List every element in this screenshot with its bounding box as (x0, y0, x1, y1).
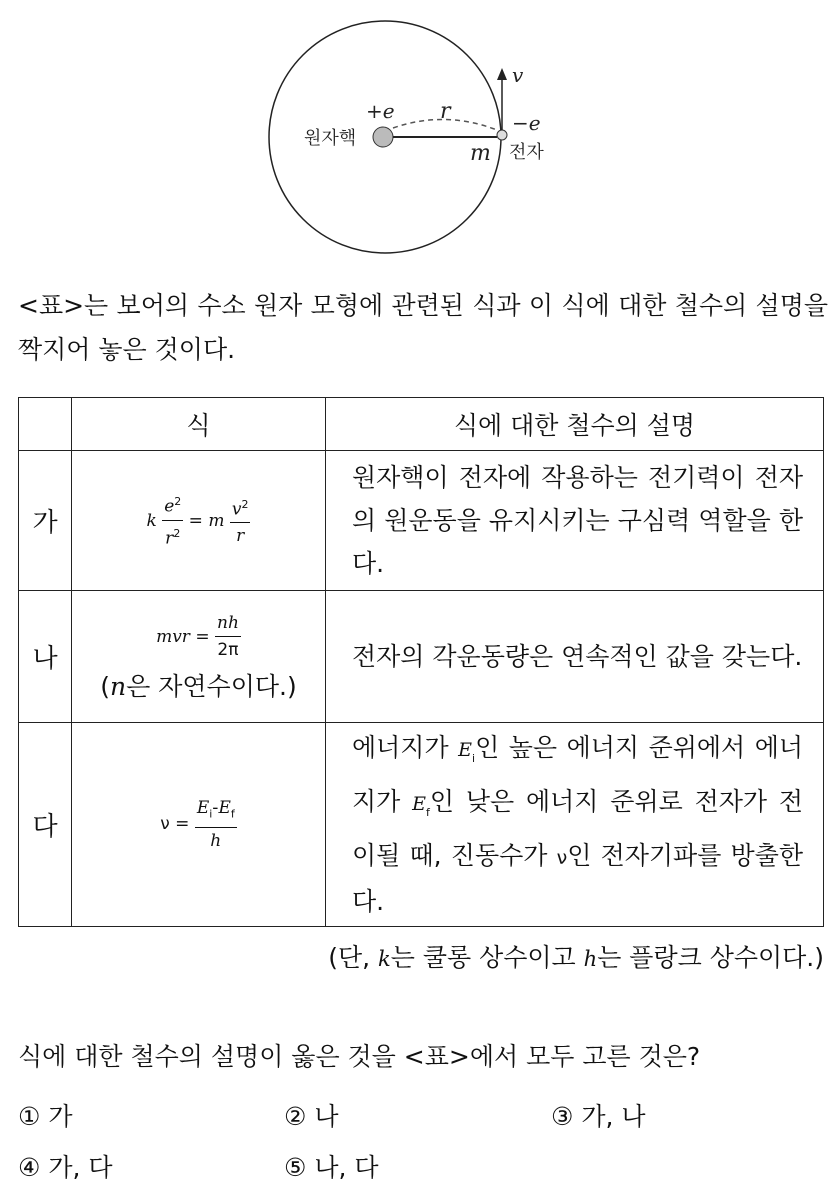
nucleus-charge-label: +e (366, 99, 395, 123)
option-2[interactable]: ② 나 (284, 1102, 339, 1131)
bohr-model-figure (0, 0, 840, 270)
table-row (19, 451, 824, 591)
intro-text: <표>는 보어의 수소 원자 모형에 관련된 식과 이 식에 대한 철수의 설명을 짝지어 놓은 것이다. (18, 291, 828, 364)
velocity-arrowhead (497, 68, 507, 80)
row-label: 다 (19, 723, 72, 927)
option-1[interactable]: ① 가 (18, 1102, 73, 1131)
header-description: 식에 대한 철수의 설명 (326, 398, 824, 451)
question-text: 식에 대한 철수의 설명이 옳은 것을 <표>에서 모두 고른 것은? (18, 1042, 701, 1071)
table-row (19, 723, 824, 927)
mass-label: m (470, 141, 491, 166)
radius-label: r (440, 99, 451, 124)
electron-charge-label: −e (512, 111, 541, 135)
description-da: 에너지가 $E_i$인 높은 에너지 준위에서 에너지가 $E_f$인 낮은 에너지 준위로 전자가 전이될 때, 진동수가 ν인 전자기파를 방출한다. (326, 723, 824, 927)
equation-na: mvr = $\frac{nh}{2\pi}$ (n은 자연수이다.) (72, 591, 326, 723)
equation-table (18, 397, 824, 927)
header-equation: 식 (72, 398, 326, 451)
nucleus-label: 원자핵 (304, 128, 357, 149)
equation-na-note: (n은 자연수이다.) (100, 672, 297, 701)
electron (497, 130, 507, 140)
equation-da: ν = $\frac{E_i-E_f}{h}$ (72, 723, 326, 927)
table-row (19, 591, 824, 723)
electron-label: 전자 (509, 142, 544, 163)
option-4[interactable]: ④ 가, 다 (18, 1153, 113, 1182)
velocity-label: v (512, 63, 524, 87)
footnote: (단, k는 쿨롱 상수이고 h는 플랑크 상수이다.) (328, 943, 824, 972)
option-5[interactable]: ⑤ 나, 다 (284, 1153, 379, 1182)
option-3[interactable]: ③ 가, 나 (551, 1102, 646, 1131)
description-na: 전자의 각운동량은 연속적인 값을 갖는다. (326, 591, 824, 723)
header-empty (19, 398, 72, 451)
description-ga: 원자핵이 전자에 작용하는 전기력이 전자의 원운동을 유지시키는 구심력 역할을 한다. (326, 451, 824, 591)
row-label: 나 (19, 591, 72, 723)
row-label: 가 (19, 451, 72, 591)
table-header-row (19, 398, 824, 451)
nucleus (373, 127, 393, 147)
equation-ga: k $\frac{e^2}{r^2}$ = m $\frac{v^2}{r}$ (72, 451, 326, 591)
